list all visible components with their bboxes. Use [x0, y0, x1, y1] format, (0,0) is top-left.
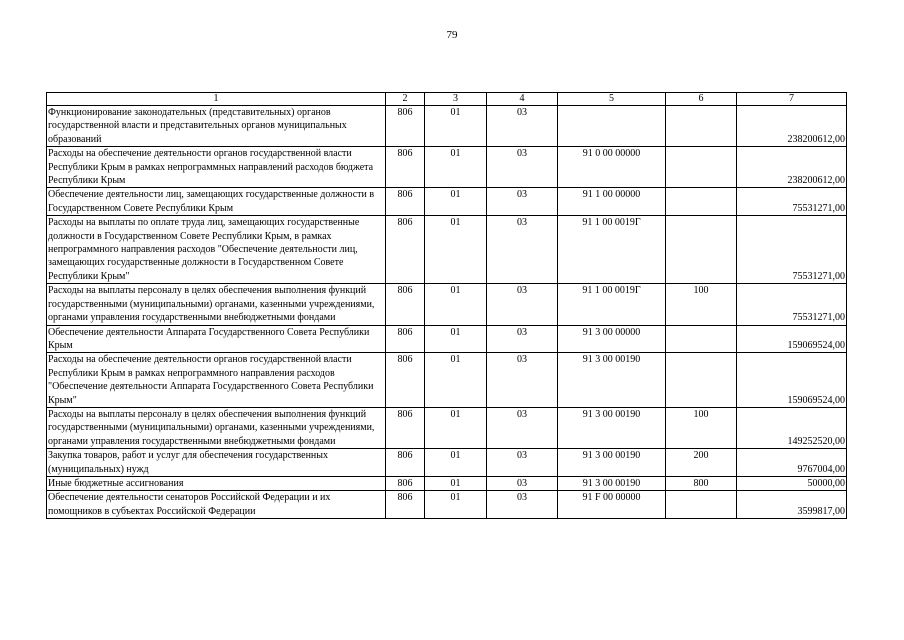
- row-type-cell: 100: [666, 284, 737, 325]
- page-number: 79: [446, 29, 458, 41]
- table-row: [47, 407, 847, 448]
- row-target-cell: 91 1 00 0019Г: [558, 216, 666, 284]
- row-name-cell: Обеспечение деятельности Аппарата Государственного Совета Республики Крым: [47, 325, 386, 353]
- budget-table: [46, 92, 847, 519]
- row-amount-cell: 75531271,00: [737, 216, 847, 284]
- row-target-cell: 91 3 00 00190: [558, 407, 666, 448]
- row-name-cell: Обеспечение деятельности лиц, замещающих государственные должности в Государственном Совете Республики Крым: [47, 188, 386, 216]
- header-cell: 5: [558, 93, 666, 106]
- row-subsection-cell: 03: [487, 284, 558, 325]
- header-cell: 1: [47, 93, 386, 106]
- row-code-cell: 806: [386, 106, 425, 147]
- row-section-cell: 01: [425, 216, 487, 284]
- table-row: [47, 106, 847, 147]
- row-section-cell: 01: [425, 284, 487, 325]
- row-subsection-cell: 03: [487, 147, 558, 188]
- row-code-cell: 806: [386, 449, 425, 477]
- table-row: [47, 147, 847, 188]
- row-section-cell: 01: [425, 325, 487, 353]
- row-name-cell: Расходы на выплаты персоналу в целях обеспечения выполнения функций государственными (муниципальными) органами, казенными учреждениями, органами управления государственными внебюджетными фондами: [47, 407, 386, 448]
- row-code-cell: 806: [386, 353, 425, 408]
- row-code-cell: 806: [386, 147, 425, 188]
- row-target-cell: 91 3 00 00000: [558, 325, 666, 353]
- row-section-cell: 01: [425, 407, 487, 448]
- row-section-cell: 01: [425, 476, 487, 490]
- row-amount-cell: 50000,00: [737, 476, 847, 490]
- table-row: [47, 491, 847, 519]
- row-amount-cell: 9767004,00: [737, 449, 847, 477]
- row-code-cell: 806: [386, 407, 425, 448]
- row-target-cell: [558, 106, 666, 147]
- row-subsection-cell: 03: [487, 407, 558, 448]
- row-type-cell: [666, 216, 737, 284]
- row-amount-cell: 75531271,00: [737, 188, 847, 216]
- row-amount-cell: 238200612,00: [737, 147, 847, 188]
- header-cell: 4: [487, 93, 558, 106]
- table-header-row: [47, 93, 847, 106]
- row-subsection-cell: 03: [487, 476, 558, 490]
- row-subsection-cell: 03: [487, 216, 558, 284]
- row-code-cell: 806: [386, 491, 425, 519]
- row-subsection-cell: 03: [487, 325, 558, 353]
- row-target-cell: 91 1 00 0019Г: [558, 284, 666, 325]
- row-code-cell: 806: [386, 188, 425, 216]
- table-row: [47, 284, 847, 325]
- row-section-cell: 01: [425, 491, 487, 519]
- row-target-cell: 91 0 00 00000: [558, 147, 666, 188]
- row-target-cell: 91 3 00 00190: [558, 353, 666, 408]
- row-type-cell: [666, 188, 737, 216]
- row-section-cell: 01: [425, 147, 487, 188]
- row-subsection-cell: 03: [487, 353, 558, 408]
- table-row: [47, 476, 847, 490]
- row-code-cell: 806: [386, 325, 425, 353]
- row-amount-cell: 238200612,00: [737, 106, 847, 147]
- row-type-cell: [666, 147, 737, 188]
- row-name-cell: Расходы на обеспечение деятельности органов государственной власти Республики Крым в рамках непрограммного направления расходов "Обеспечение деятельности Аппарата Государственного Совета Республики Крым": [47, 353, 386, 408]
- header-cell: 3: [425, 93, 487, 106]
- row-section-cell: 01: [425, 106, 487, 147]
- row-subsection-cell: 03: [487, 449, 558, 477]
- row-section-cell: 01: [425, 188, 487, 216]
- row-name-cell: Функционирование законодательных (представительных) органов государственной власти и представительных органов муниципальных образований: [47, 106, 386, 147]
- table-row: [47, 188, 847, 216]
- row-type-cell: 800: [666, 476, 737, 490]
- header-cell: 6: [666, 93, 737, 106]
- row-subsection-cell: 03: [487, 188, 558, 216]
- row-type-cell: [666, 106, 737, 147]
- table-row: [47, 325, 847, 353]
- row-code-cell: 806: [386, 216, 425, 284]
- row-name-cell: Расходы на обеспечение деятельности органов государственной власти Республики Крым в рамках непрограммных направлений расходов бюджета Республики Крым: [47, 147, 386, 188]
- row-target-cell: 91 3 00 00190: [558, 449, 666, 477]
- table-row: [47, 216, 847, 284]
- row-amount-cell: 3599817,00: [737, 491, 847, 519]
- header-cell: 7: [737, 93, 847, 106]
- row-name-cell: Обеспечение деятельности сенаторов Российской Федерации и их помощников в субъектах Российской Федерации: [47, 491, 386, 519]
- row-type-cell: [666, 353, 737, 408]
- table-row: [47, 449, 847, 477]
- row-name-cell: Иные бюджетные ассигнования: [47, 476, 386, 490]
- row-type-cell: 200: [666, 449, 737, 477]
- row-amount-cell: 159069524,00: [737, 325, 847, 353]
- row-section-cell: 01: [425, 449, 487, 477]
- row-name-cell: Расходы на выплаты персоналу в целях обеспечения выполнения функций государственными (муниципальными) органами, казенными учреждениями, органами управления государственными внебюджетными фондами: [47, 284, 386, 325]
- row-target-cell: 91 F 00 00000: [558, 491, 666, 519]
- row-name-cell: Расходы на выплаты по оплате труда лиц, замещающих государственные должности в Государственном Совете Республики Крым, в рамках непрограммного направления расходов "Обеспечение деятельности лиц, замещающих государственные должности в Государственном Совете Республики Крым": [47, 216, 386, 284]
- header-cell: 2: [386, 93, 425, 106]
- row-name-cell: Закупка товаров, работ и услуг для обеспечения государственных (муниципальных) нужд: [47, 449, 386, 477]
- row-target-cell: 91 1 00 00000: [558, 188, 666, 216]
- row-section-cell: 01: [425, 353, 487, 408]
- table-row: [47, 353, 847, 408]
- row-amount-cell: 159069524,00: [737, 353, 847, 408]
- row-target-cell: 91 3 00 00190: [558, 476, 666, 490]
- row-code-cell: 806: [386, 476, 425, 490]
- row-subsection-cell: 03: [487, 491, 558, 519]
- row-type-cell: [666, 325, 737, 353]
- row-type-cell: 100: [666, 407, 737, 448]
- row-subsection-cell: 03: [487, 106, 558, 147]
- row-amount-cell: 75531271,00: [737, 284, 847, 325]
- row-type-cell: [666, 491, 737, 519]
- row-amount-cell: 149252520,00: [737, 407, 847, 448]
- row-code-cell: 806: [386, 284, 425, 325]
